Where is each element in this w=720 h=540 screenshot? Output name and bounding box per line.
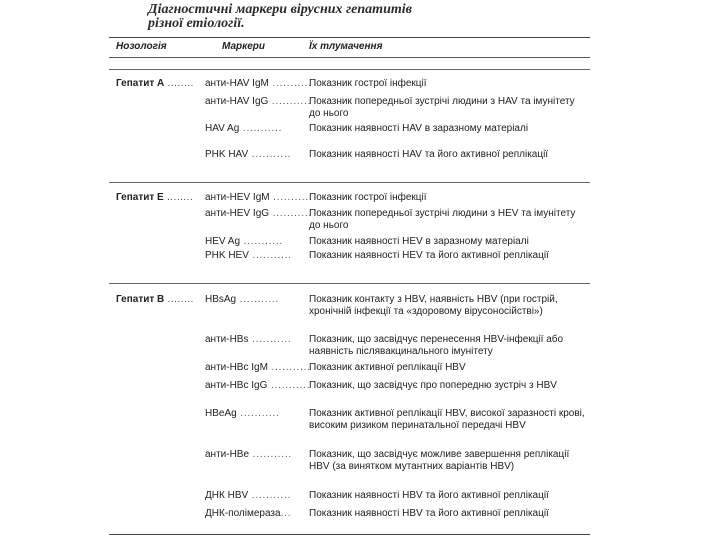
marker-name: анти-HBc IgG ........... bbox=[205, 380, 311, 391]
marker-interpretation: Показник гострої інфекції bbox=[309, 78, 427, 89]
title-line-1: Діагностичні маркери вірусних гепатитів bbox=[148, 2, 412, 17]
marker-interpretation: Показник, що засвідчує про попередню зустріч з HBV bbox=[309, 380, 557, 391]
marker-name: HBsAg ........... bbox=[205, 294, 280, 305]
group-divider bbox=[109, 182, 590, 183]
marker-interpretation: Показник активної реплікації HBV bbox=[309, 362, 466, 373]
marker-name: анти-HBs ........... bbox=[205, 334, 292, 345]
marker-name: анти-HBe ........... bbox=[205, 449, 292, 460]
disease-label: Гепатит В ........ bbox=[116, 294, 194, 305]
marker-interpretation: Показник наявності HEV та його активної реплікації bbox=[309, 250, 549, 261]
disease-label: Гепатит А ........ bbox=[116, 78, 194, 89]
marker-interpretation: Показник контакту з HBV, наявність HBV (при гострій, хронічній інфекції та «здоровому вірусоносійстві») bbox=[309, 294, 558, 317]
marker-name: анти-HAV IgM ........... bbox=[205, 78, 312, 89]
marker-name: HAV Ag ........... bbox=[205, 123, 283, 134]
header-nosology: Нозологія bbox=[116, 41, 167, 52]
marker-interpretation: Показник гострої інфекції bbox=[309, 192, 427, 203]
group-divider bbox=[109, 69, 590, 70]
header-markers: Маркери bbox=[222, 41, 265, 52]
marker-name: PHK HAV ........... bbox=[205, 149, 292, 160]
marker-name: ДНК HBV ........... bbox=[205, 490, 292, 501]
marker-interpretation: Показник, що засвідчує перенесення HBV-інфекції або наявність післявакцинального імунітету bbox=[309, 334, 564, 357]
title-line-2: різної етіології. bbox=[148, 16, 245, 31]
markers-table bbox=[109, 37, 590, 535]
marker-interpretation: Показник наявності HBV та його активної реплікації bbox=[309, 508, 549, 519]
marker-interpretation: Показник наявності HAV в заразному матеріалі bbox=[309, 123, 529, 134]
marker-name: ДНК-полімераза... bbox=[205, 508, 292, 519]
marker-interpretation: Показник, що засвідчує можливе завершення реплікації HBV (за винятком мутантних варіантів HBV) bbox=[309, 449, 570, 472]
marker-name: анти-HEV IgG ........... bbox=[205, 208, 312, 219]
marker-interpretation: Показник попередньої зустрічі людини з HEV та імунітету до нього bbox=[309, 208, 576, 231]
marker-name: анти-HBc IgM ........... bbox=[205, 362, 311, 373]
marker-interpretation: Показник наявності HBV та його активної реплікації bbox=[309, 490, 549, 501]
marker-interpretation: Показник наявності HEV в заразному матеріалі bbox=[309, 236, 529, 247]
page-title bbox=[148, 3, 548, 31]
header-divider bbox=[109, 57, 590, 58]
marker-interpretation: Показник наявності HAV та його активної реплікації bbox=[309, 149, 549, 160]
marker-interpretation: Показник активної реплікації HBV, високої заразності крові, високим ризиком перинатальної передачі HBV bbox=[309, 408, 585, 431]
marker-name: PHK HEV ........... bbox=[205, 250, 292, 261]
marker-name: анти-HAV IgG ........... bbox=[205, 96, 312, 107]
group-divider bbox=[109, 283, 590, 284]
disease-label: Гепатит Е ........ bbox=[116, 192, 194, 203]
marker-name: анти-HEV IgM ........... bbox=[205, 192, 313, 203]
marker-name: HBeAg ........... bbox=[205, 408, 280, 419]
marker-interpretation: Показник попередньої зустрічі людини з HAV та імунітету до нього bbox=[309, 96, 575, 119]
marker-name: HEV Ag ........... bbox=[205, 236, 283, 247]
header-interpretation: Їх тлумачення bbox=[309, 41, 383, 52]
